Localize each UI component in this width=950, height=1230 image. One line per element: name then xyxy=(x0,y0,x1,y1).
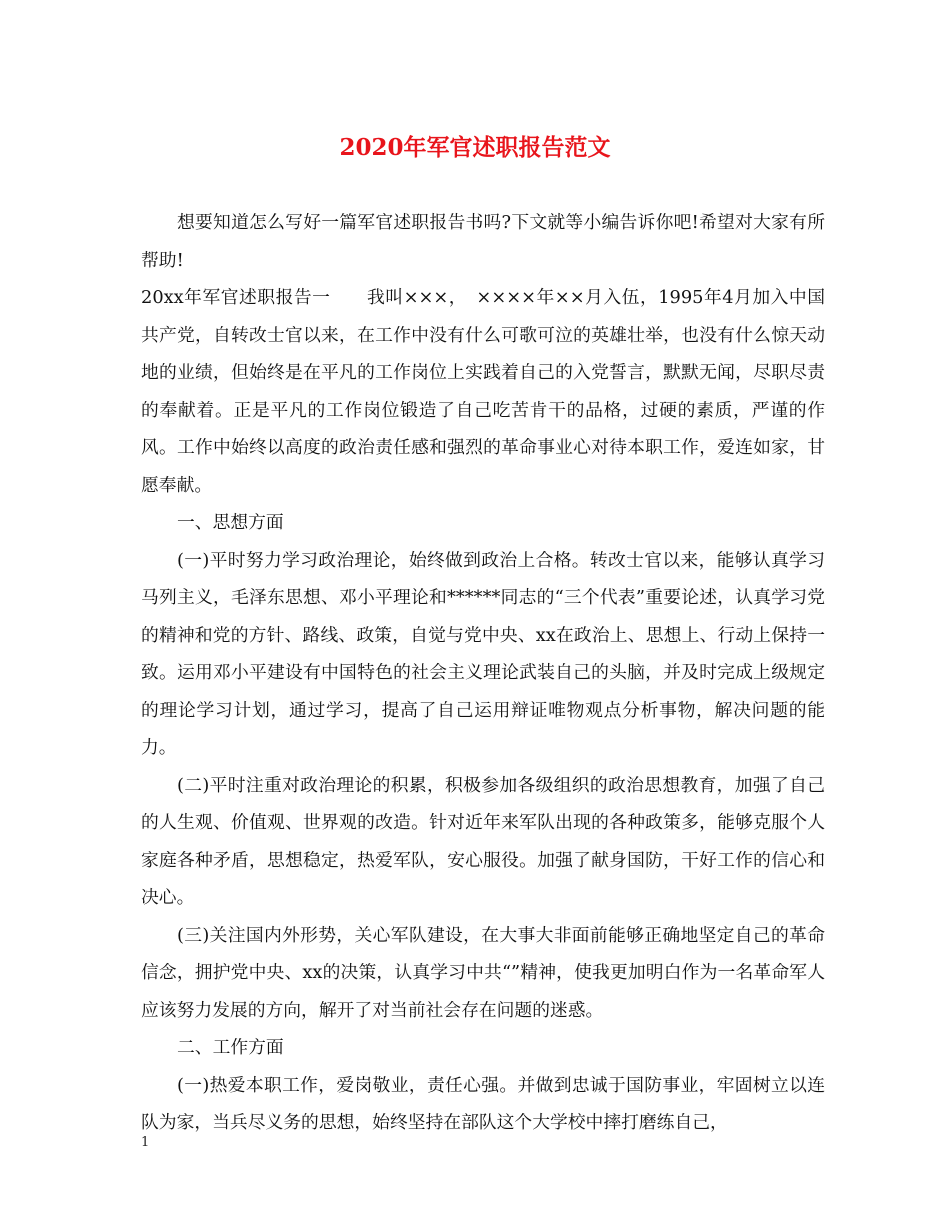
paragraph-thought-3: (三)关注国内外形势，关心军队建设，在大事大非面前能够正确地坚定自己的革命信念，拥护党中央、xx的决策，认真学习中共“”精神，使我更加明白作为一名革命军人应该努力发展的方向，解开了对当前社会存在问题的迷惑。 xyxy=(141,924,825,1021)
page-number: 1 xyxy=(141,1135,150,1150)
heading-thought: 一、思想方面 xyxy=(177,512,284,533)
paragraph-work-1: (一)热爱本职工作，爱岗敬业，责任心强。并做到忠诚于国防事业，牢固树立以连队为家，当兵尽义务的思想，始终坚持在部队这个大学校中摔打磨练自己， xyxy=(141,1074,825,1133)
paragraph-intro: 想要知道怎么写好一篇军官述职报告书吗?下文就等小编告诉你吧!希望对大家有所帮助! xyxy=(141,212,825,271)
document-title: 2020年军官述职报告范文 xyxy=(339,134,611,161)
paragraph-report-one: 20xx年军官述职报告一 我叫×××， ××××年××月入伍，1995年4月加入中国共产党，自转改士官以来，在工作中没有什么可歌可泣的英雄壮举，也没有什么惊天动地的业绩，但始终是在平凡的工作岗位上实践着自己的入党誓言，默默无闻，尽职尽责的奉献着。正是平凡的工作岗位锻造了自己吃苦肯干的品格，过硬的素质，严谨的作风。工作中始终以高度的政治责任感和强烈的革命事业心对待本职工作，爱连如家，甘愿奉献。 xyxy=(141,287,825,496)
paragraph-thought-2: (二)平时注重对政治理论的积累，积极参加各级组织的政治思想教育，加强了自己的人生观、价值观、世界观的改造。针对近年来军队出现的各种政策多，能够克服个人家庭各种矛盾，思想稳定，热爱军队，安心服役。加强了献身国防，干好工作的信心和决心。 xyxy=(141,774,825,908)
document-body xyxy=(141,204,825,1142)
heading-work: 二、工作方面 xyxy=(177,1037,284,1058)
paragraph-thought-1: (一)平时努力学习政治理论，始终做到政治上合格。转改士官以来，能够认真学习马列主义，毛泽东思想、邓小平理论和******同志的“三个代表”重要论述，认真学习党的精神和党的方针、路线、政策，自觉与党中央、xx在政治上、思想上、行动上保持一致。运用邓小平建设有中国特色的社会主义理论武装自己的头脑，并及时完成上级规定的理论学习计划，通过学习，提高了自己运用辩证唯物观点分析事物，解决问题的能力。 xyxy=(141,549,825,758)
